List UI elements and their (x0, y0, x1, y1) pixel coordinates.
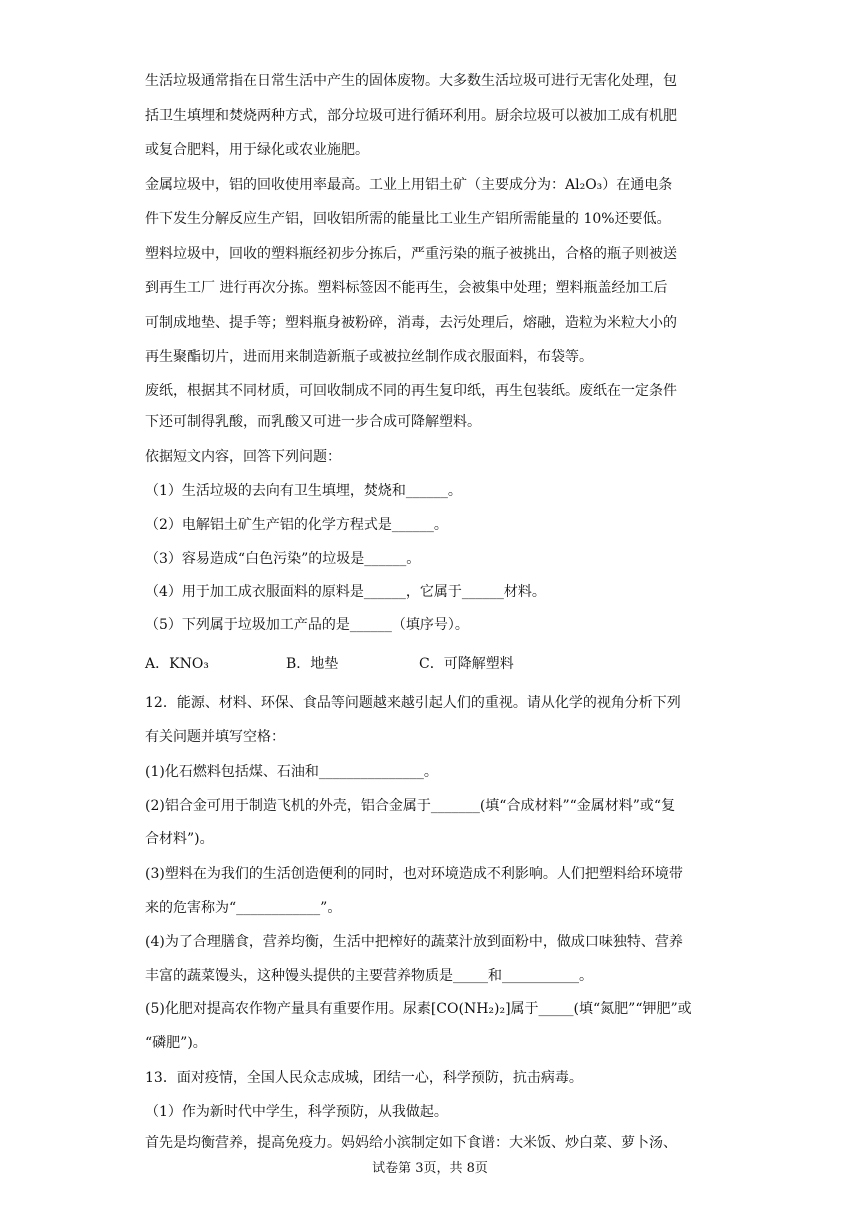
option-a: A．KNO₃ (145, 656, 209, 672)
page-footer: 试卷第 3页，共 8页 (372, 1161, 488, 1176)
question-item: “磷肥”)。 (145, 1035, 207, 1051)
passage-line: 废纸，根据其不同材质，可回收制成不同的再生复印纸，再生包装纸。废纸在一定条件 (145, 383, 677, 399)
question-item: (4)为了合理膳食，营养均衡，生活中把榨好的蔬菜汁放到面粉中，做成口味独特、营养 (145, 934, 683, 950)
question-13-stem: 13．面对疫情，全国人民众志成城，团结一心，科学预防，抗击病毒。 (145, 1070, 583, 1086)
passage-line: 到再生工厂 进行再次分拣。塑料标签因不能再生，会被集中处理；塑料瓶盖经加工后 (145, 280, 668, 296)
question-item: （1）作为新时代中学生，科学预防，从我做起。 (145, 1104, 448, 1120)
passage-line: 或复合肥料，用于绿化或农业施肥。 (145, 142, 369, 158)
question-item: （4）用于加工成衣服面料的原料是______，它属于______材料。 (145, 584, 546, 600)
question-item: (5)化肥对提高农作物产量具有重要作用。尿素[CO(NH₂)₂]属于_____(填“氮肥”“钾肥”或 (145, 1001, 692, 1017)
passage-line: 金属垃圾中，铝的回收使用率最高。工业上用铝土矿（主要成分为：Al₂O₃）在通电条 (145, 177, 673, 193)
question-item: (3)塑料在为我们的生活创造便利的同时，也对环境造成不利影响。人们把塑料给环境带 (145, 866, 683, 882)
passage-line: 件下发生分解反应生产铝，回收铝所需的能量比工业生产铝所需能量的 10%还要低。 (145, 211, 671, 227)
question-item: 来的危害称为“____________”。 (145, 900, 342, 916)
passage-line: 括卫生填埋和焚烧两种方式，部分垃圾可进行循环利用。厨余垃圾可以被加工成有机肥 (145, 108, 677, 124)
question-item: (1)化石燃料包括煤、石油和_______________。 (145, 764, 438, 780)
passage-line: 可制成地垫、提手等；塑料瓶身被粉碎，消毒，去污处理后，熔融，造粒为米粒大小的 (145, 315, 677, 331)
question-item: 首先是均衡营养，提高免疫力。妈妈给小滨制定如下食谱：大米饭、炒白菜、萝卜汤、 (145, 1135, 677, 1151)
question-item: （3）容易造成“白色污染”的垃圾是______。 (145, 551, 421, 567)
passage-line: 塑料垃圾中，回收的塑料瓶经初步分拣后，严重污染的瓶子被挑出，合格的瓶子则被送 (145, 246, 677, 262)
option-b: B．地垫 (286, 656, 339, 672)
question-12-stem: 有关问题并填写空格： (145, 729, 285, 745)
passage-line: 下还可制得乳酸，而乳酸又可进一步合成可降解塑料。 (145, 414, 481, 430)
question-item: 合材料”)。 (145, 831, 214, 847)
passage-line: 再生聚酯切片，进而用来制造新瓶子或被拉丝制作成衣服面料，布袋等。 (145, 349, 593, 365)
passage-line: 生活垃圾通常指在日常生活中产生的固体废物。大多数生活垃圾可进行无害化处理，包 (145, 73, 677, 89)
option-c: C．可降解塑料 (419, 656, 514, 672)
question-item: （2）电解铝土矿生产铝的化学方程式是______。 (145, 517, 448, 533)
question-item: 丰富的蔬菜馒头，这种馒头提供的主要营养物质是_____和___________。 (145, 968, 593, 984)
question-item: （5）下列属于垃圾加工产品的是______（填序号）。 (145, 617, 469, 633)
passage-instruction: 依据短文内容，回答下列问题： (145, 449, 341, 465)
question-12-stem: 12．能源、材料、环保、食品等问题越来越引起人们的重视。请从化学的视角分析下列 (145, 695, 681, 711)
question-item: (2)铝合金可用于制造飞机的外壳，铝合金属于_______(填“合成材料”“金属材料”或“复 (145, 798, 676, 814)
question-item: （1）生活垃圾的去向有卫生填埋，焚烧和______。 (145, 483, 462, 499)
